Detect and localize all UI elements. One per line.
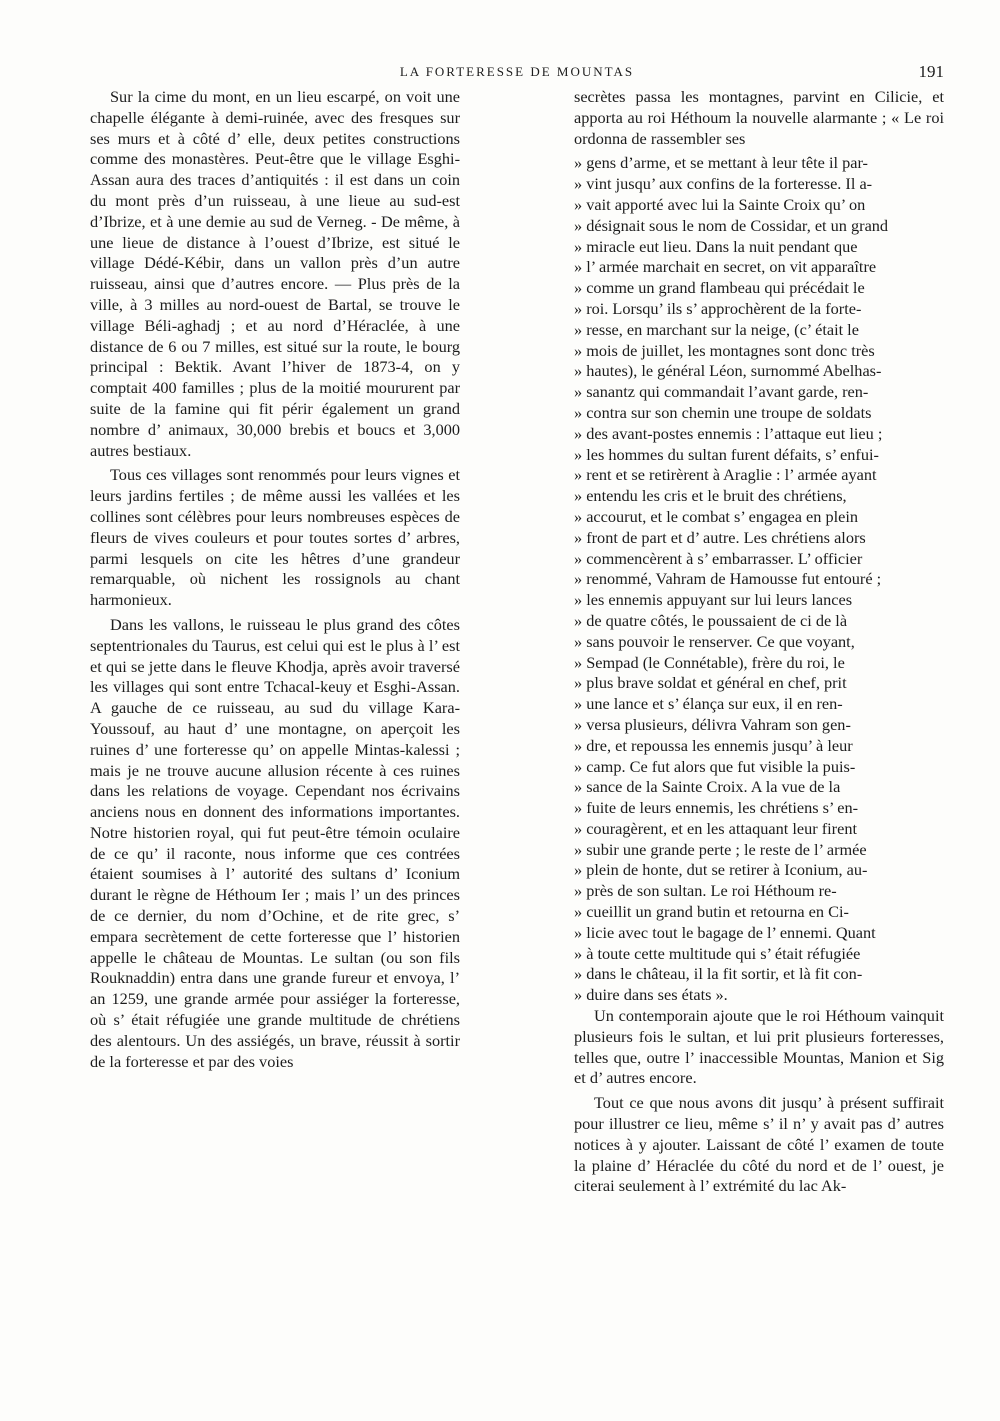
quote-line: » duire dans ses états ». bbox=[574, 985, 728, 1005]
quote-line: » plus brave soldat et général en chef, prit bbox=[574, 673, 847, 693]
quote-line: » à toute cette multitude qui s’ était réfugiée bbox=[574, 943, 861, 963]
quote-line: » rent et se retirèrent à Araglie : l’ armée ayant bbox=[574, 465, 877, 485]
quote-line: » cueillit un grand butin et retourna en Ci- bbox=[574, 902, 849, 922]
quote-line: » sance de la Sainte Croix. A la vue de la bbox=[574, 777, 841, 797]
quote-line: » roi. Lorsqu’ ils s’ approchèrent de la forte- bbox=[574, 298, 862, 318]
quote-line: » commencèrent à s’ embarrasser. L’ officier bbox=[574, 548, 863, 568]
quote-line: » une lance et s’ élança sur eux, il en ren- bbox=[574, 694, 843, 714]
quote-line: » front de part et d’ autre. Les chrétiens alors bbox=[574, 527, 866, 547]
quote-line: » désignait sous le nom de Cossidar, et un grand bbox=[574, 215, 889, 235]
quote-line: » Sempad (le Connétable), frère du roi, le bbox=[574, 652, 845, 672]
paragraph: Un contemporain ajoute que le roi Héthoum vainquit plusieurs fois le sultan, et lui prit plusieurs forteresses, telles que, outre l’ inaccessible Mountas, Manion et Sig et d’ autres encore. bbox=[574, 1006, 944, 1088]
paragraph: Tout ce que nous avons dit jusqu’ à présent suffirait pour illustrer ce lieu, même s’ il n’ y avait pas d’ autres notices à y ajouter. Laissant de côté l’ examen de toute la plaine d’ Héraclée du côté du nord et de l’ ouest, je citerai seulement à l’ extrémité du lac Ak- bbox=[574, 1093, 944, 1196]
quote-line: » versa plusieurs, délivra Vahram son gen- bbox=[574, 714, 851, 734]
quote-line: » les ennemis appuyant sur lui leurs lances bbox=[574, 590, 853, 610]
quote-line: » licie avec tout le bagage de l’ ennemi. Quant bbox=[574, 922, 876, 942]
quote-line: » près de son sultan. Le roi Héthoum re- bbox=[574, 881, 837, 901]
quote-line: » fuite de leurs ennemis, les chrétiens s’ en- bbox=[574, 798, 859, 818]
left-column bbox=[90, 87, 460, 1367]
text-columns bbox=[90, 87, 944, 1367]
quote-line: » mois de juillet, les montagnes sont donc très bbox=[574, 340, 875, 360]
quote-line: » contra sur son chemin une troupe de soldats bbox=[574, 402, 872, 422]
running-head bbox=[90, 62, 944, 86]
paragraph: Tous ces villages sont renommés pour leurs vignes et leurs jardins fertiles ; de même aussi les vallées et les collines sont célèbres pour leurs nombreuses espèces de fleurs de vives couleurs et pour toutes sortes d’ arbres, parmi lesquels on cite les hêtres d’une grandeur remarquable, où nichent les rossignols au chant harmonieux. bbox=[90, 465, 460, 610]
paragraph: Sur la cime du mont, en un lieu escarpé, on voit une chapelle élégante à demi-ruinée, avec des fresques sur ses murs et à côté d’ elle, deux petites constructions comme des monastères. Peut-être que le village Esghi-Assan aura des traces d’antiquités : il est dans un coin du mont près d’un ruisseau, à une lieue au sud-est d’Ibrize, et à une demie au sud de Verneg. - De même, à une lieue de distance à l’ouest d’Ibrize, est situé le village Dédé-Kébir, dans un vallon près d’un autre ruisseau, ainsi que d’autres encore. — Plus près de la ville, à 3 milles au nord-ouest de Bartal, se trouve le village Béli-aghadj ; et au nord d’Héraclée, à une distance de 6 ou 7 milles, est situé sur la route, le bourg principal : Bektik. Avant l’hiver de 1873-4, on y comptait 400 familles ; plus de la moitié moururent par suite de la famine qui fit périr également un grand nombre d’ animaux, 30,000 brebis et boucs et 3,000 autres bestiaux. bbox=[90, 87, 460, 460]
running-head-title: LA FORTERESSE DE MOUNTAS bbox=[399, 64, 635, 79]
quote-line: » sans pouvoir le renserver. Ce que voyant, bbox=[574, 631, 855, 651]
quote-line: » couragèrent, et en les attaquant leur firent bbox=[574, 818, 857, 838]
quote-line: » gens d’arme, et se mettant à leur tête il par- bbox=[574, 153, 868, 173]
paragraph: Dans les vallons, le ruisseau le plus grand des côtes septentrionales du Taurus, est celui qui est le plus à l’ est et qui se jette dans le fleuve Khodja, après avoir traversé les villages qui sont entre Tchacal-keuy et Esghi-Assan. A gauche de ce ruisseau, au sud du village Kara-Youssouf, au haut d’ une montagne, on aperçoit les ruines d’ une forteresse qu’ on appelle Mintas-kalessi ; mais je ne trouve aucune allusion récente à ces ruines dans les relations de voyage. Cependant nos écrivains anciens nous en donnent des informations importantes. Notre historien royal, qui fut peut-être témoin oculaire de ce qu’ il raconte, nous informe que ces contrées étaient soumises à l’ autorité des sultans d’ Iconium durant le règne de Héthoum Ier ; mais l’ un des princes de ce dernier, du nom d’Ochine, et de rite grec, s’ empara secrètement de cette forteresse que l’ historien appelle le château de Mountas. Le sultan (ou son fils Rouknaddin) entra dans une grande fureur et envoya, l’ an 1259, une grande armée pour assiéger la forteresse, où s’ était réfugiée une grande multitude de chrétiens des alentours. Un des assiégés, un brave, réussit à sortir de la forteresse et par des voies bbox=[90, 614, 460, 1071]
quoted-chronicle bbox=[574, 153, 944, 1006]
quote-line: » plein de honte, dut se retirer à Iconium, au- bbox=[574, 860, 868, 880]
quote-line: » vint jusqu’ aux confins de la forteresse. Il a- bbox=[574, 174, 873, 194]
quote-line: » les hommes du sultan furent défaits, s’ enfui- bbox=[574, 444, 879, 464]
quote-line: » sanantz qui commandait l’avant garde, ren- bbox=[574, 382, 869, 402]
quote-line: » renommé, Vahram de Hamousse fut entouré ; bbox=[574, 569, 882, 589]
quote-line: » miracle eut lieu. Dans la nuit pendant que bbox=[574, 236, 858, 256]
page-number: 191 bbox=[918, 62, 944, 81]
quote-line: » accourut, et le combat s’ engagea en plein bbox=[574, 506, 859, 526]
quote-line: » resse, en marchant sur la neige, (c’ était le bbox=[574, 319, 859, 339]
quote-line: » hautes), le général Léon, surnommé Abelhas- bbox=[574, 361, 882, 381]
quote-line: » entendu les cris et le bruit des chrétiens, bbox=[574, 486, 847, 506]
paragraph-continued: secrètes passa les montagnes, parvint en Cilicie, et apporta au roi Héthoum la nouvelle alarmante ; « Le roi ordonna de rassembler ses bbox=[574, 87, 944, 148]
quote-line: » vait apporté avec lui la Sainte Croix qu’ on bbox=[574, 194, 866, 214]
quote-line: » des avant-postes ennemis : l’attaque eut lieu ; bbox=[574, 423, 883, 443]
quote-line: » camp. Ce fut alors que fut visible la puis- bbox=[574, 756, 856, 776]
quote-line: » l’ armée marchait en secret, on vit apparaître bbox=[574, 257, 877, 277]
quote-line: » comme un grand flambeau qui précédait le bbox=[574, 278, 865, 298]
right-column bbox=[574, 87, 944, 1367]
quote-line: » subir une grande perte ; le reste de l’ armée bbox=[574, 839, 867, 859]
quote-line: » dre, et repoussa les ennemis jusqu’ à leur bbox=[574, 735, 853, 755]
quote-line: » de quatre côtés, le poussaient de ci de là bbox=[574, 610, 848, 630]
quote-line: » dans le château, il la fit sortir, et là fit con- bbox=[574, 964, 863, 984]
